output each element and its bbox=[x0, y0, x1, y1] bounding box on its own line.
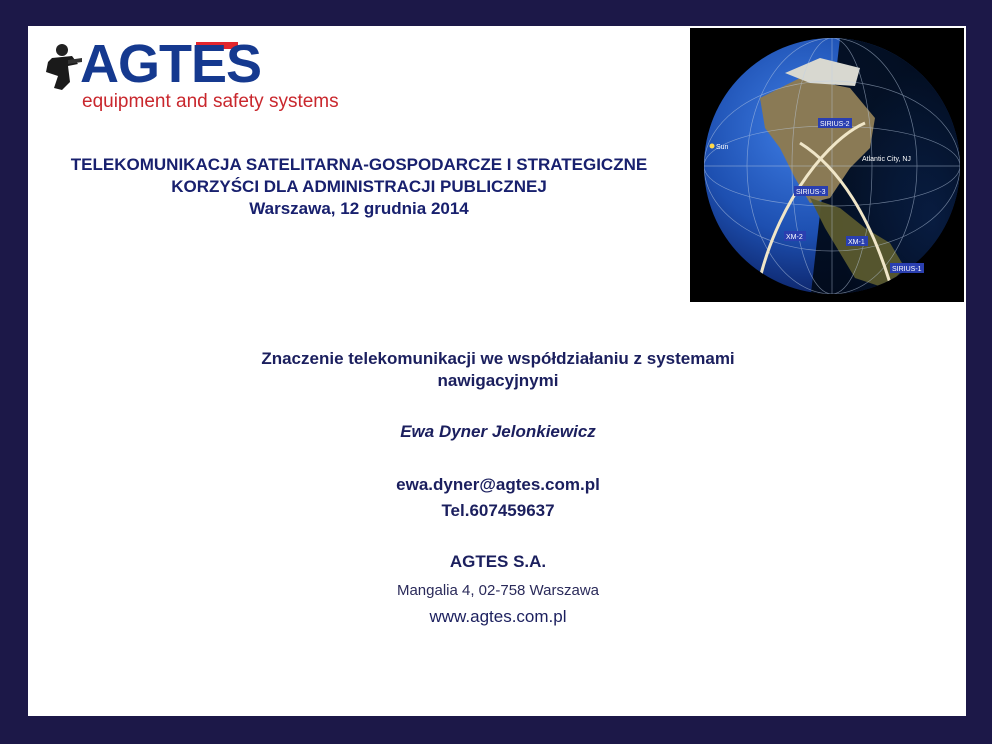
presentation-details bbox=[228, 348, 768, 627]
subtitle-line-2: nawigacyjnymi bbox=[437, 371, 559, 390]
agtes-logo bbox=[38, 34, 368, 116]
subtitle-line-1: Znaczenie telekomunikacji we współdziałaniu z systemami bbox=[261, 349, 735, 368]
globe-label-atlantic-city: Atlantic City, NJ bbox=[862, 156, 911, 163]
logo-tagline: equipment and safety systems bbox=[82, 91, 339, 112]
author-phone: Tel.607459637 bbox=[441, 501, 555, 520]
presentation-title bbox=[28, 154, 690, 220]
company-website: www.agtes.com.pl bbox=[429, 607, 567, 626]
talk-subtitle bbox=[228, 348, 768, 392]
title-line-1: TELEKOMUNIKACJA SATELITARNA-GOSPODARCZE I STRATEGICZNE bbox=[70, 155, 648, 174]
author-email: ewa.dyner@agtes.com.pl bbox=[396, 475, 600, 494]
globe-label-sirius2: SIRIUS-2 bbox=[820, 121, 850, 128]
company-address: Mangalia 4, 02-758 Warszawa bbox=[396, 582, 600, 599]
logo-wordmark: AGTES bbox=[80, 34, 262, 94]
satellite-globe-image bbox=[690, 28, 964, 302]
title-line-2: KORZYŚCI DLA ADMINISTRACJI PUBLICZNEJ bbox=[171, 177, 547, 196]
company-name: AGTES S.A. bbox=[449, 552, 547, 571]
soldier-icon bbox=[38, 42, 82, 92]
globe-label-sirius3: SIRIUS-3 bbox=[796, 189, 826, 196]
globe-label-xm1: XM-1 bbox=[848, 239, 865, 246]
title-date: Warszawa, 12 grudnia 2014 bbox=[249, 199, 469, 218]
author-name: Ewa Dyner Jelonkiewicz bbox=[400, 422, 596, 441]
slide bbox=[28, 26, 966, 716]
globe-label-xm2: XM-2 bbox=[786, 234, 803, 241]
globe-icon bbox=[690, 28, 964, 302]
globe-label-sirius1: SIRIUS-1 bbox=[892, 266, 922, 273]
globe-label-sun: Sun bbox=[716, 144, 729, 151]
